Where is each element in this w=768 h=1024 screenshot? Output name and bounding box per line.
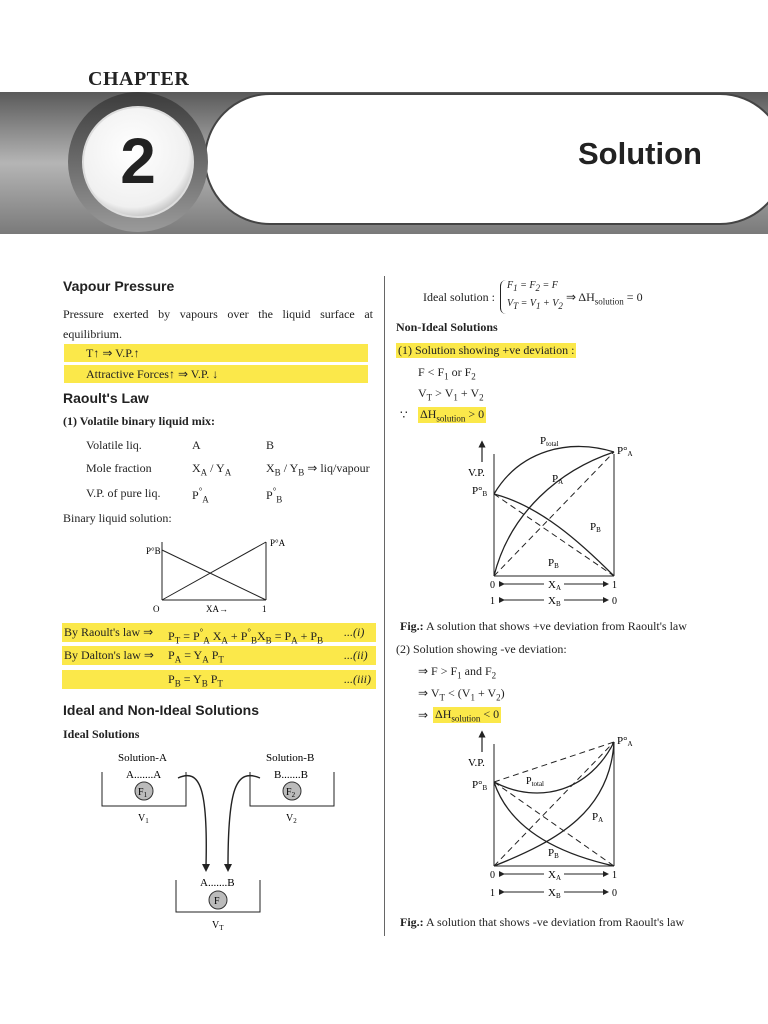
svg-text:V.P.: V.P. <box>468 467 485 479</box>
svg-text:P°A: P°A <box>617 445 633 458</box>
solution-b-label: Solution-B <box>266 752 315 764</box>
negative-condition-1: ⇒ $F > F_1$ and $F_2$ <box>418 664 497 681</box>
graph-label: P°A <box>270 538 286 548</box>
eq2-prefix: By Dalton's law ⇒ <box>64 648 154 662</box>
eq3-body: $P_B = Y_B$ $P_T$ <box>168 672 223 689</box>
fig-caption-text: A solution that shows -ve deviation from Raoult's law <box>426 915 685 929</box>
table-cell: B <box>266 438 275 452</box>
svg-text:P°B: P°B <box>472 485 488 498</box>
eq1-prefix: By Raoult's law ⇒ <box>64 625 154 639</box>
svg-text:PB: PB <box>548 847 559 860</box>
mix-arrow-b <box>228 776 260 866</box>
positive-condition-1: $F < F_1$ or $F_2$ <box>418 365 476 382</box>
svg-text:0: 0 <box>612 888 617 899</box>
mix-arrow-a <box>178 776 206 866</box>
vp-definition: Pressure exerted by vapours over the liquid surface at equilibrium. <box>63 307 373 341</box>
svg-text:XA: XA <box>548 579 562 592</box>
svg-text:Ptotal: Ptotal <box>540 435 559 448</box>
ideal-eq-1: $F_1 = F_2 = F$ <box>507 280 558 293</box>
graph-label: P°B <box>146 546 161 556</box>
fig-caption-text: A solution that shows +ve deviation from Raoult's law <box>426 619 687 633</box>
graph-label: O <box>153 604 160 614</box>
solution-a-label: Solution-A <box>118 752 167 764</box>
positive-deviation-title: (1) Solution showing +ve deviation : <box>398 343 575 357</box>
chapter-number: 2 <box>120 125 156 197</box>
because-symbol: ∵ <box>400 408 408 422</box>
vp-heading: Vapour Pressure <box>63 278 175 294</box>
eq3-number: ...(iii) <box>344 672 371 686</box>
ideal-mixing-diagram <box>90 748 350 932</box>
eq1-number: ...(i) <box>344 625 365 639</box>
positive-deviation-graph <box>460 432 650 610</box>
bb-label: B.......B <box>274 769 308 781</box>
positive-condition-3: $\Delta H_{solution} > 0$ <box>420 407 485 424</box>
raoult-subheading: (1) Volatile binary liquid mix: <box>63 414 216 428</box>
svg-text:F1: $F_1$ <box>138 787 148 799</box>
svg-text:F: F <box>214 896 220 907</box>
fig-label: Fig.: <box>400 915 424 929</box>
negative-deviation-graph <box>460 730 650 908</box>
fig-label: Fig.: <box>400 619 424 633</box>
vp-rule-1: T↑ ⇒ V.P.↑ <box>64 344 368 362</box>
ideal-solution-label: Ideal solution : <box>423 290 495 304</box>
eq2-body: $P_A = Y_A$ $P_T$ <box>168 648 224 665</box>
ideal-brace <box>500 280 507 314</box>
table-cell: $X_B / Y_B$ ⇒ liq/vapour <box>266 461 370 478</box>
svg-text:0: 0 <box>612 596 617 607</box>
svg-text:VT: $V_T$ <box>212 920 224 932</box>
svg-text:F2: $F_2$ <box>286 787 296 799</box>
svg-text:0: 0 <box>490 580 495 591</box>
eq1-body: $P_T = P^\circ_A$ $X_A + P^\circ_BX_B = P_A + P_B$ <box>168 627 324 646</box>
raoult-heading: Raoult's Law <box>63 390 149 406</box>
dalton-equation-row <box>62 646 376 665</box>
binary-label: Binary liquid solution: <box>63 511 172 525</box>
svg-text:XB: XB <box>548 595 561 608</box>
svg-text:PB: PB <box>590 521 601 534</box>
table-cell: $P^\circ_B$ <box>266 486 283 505</box>
graph-label: XA→ <box>206 604 228 614</box>
svg-text:1: 1 <box>612 870 617 881</box>
vp-rule-2: Attractive Forces↑ ⇒ V.P. ↓ <box>64 365 368 383</box>
ideal-result: ⇒ $\Delta H_{solution} = 0$ <box>566 290 643 307</box>
table-cell: $P^\circ_A$ <box>192 486 209 505</box>
svg-text:P°B: P°B <box>472 779 488 792</box>
svg-text:PB: PB <box>548 557 559 570</box>
svg-text:V2: $V_2$ <box>286 813 297 825</box>
svg-text:V1: $V_1$ <box>138 813 149 825</box>
ideal-nonideal-heading: Ideal and Non-Ideal Solutions <box>63 702 260 718</box>
negative-condition-2: ⇒ $V_T < (V_1 + V_2)$ <box>418 686 505 703</box>
svg-text:P°A: P°A <box>617 735 633 748</box>
table-cell: A <box>192 438 201 452</box>
eq2-number: ...(ii) <box>344 648 368 662</box>
aa-label: A.......A <box>126 769 162 781</box>
svg-text:1: 1 <box>490 888 495 899</box>
raoult-ideal-graph <box>140 532 300 616</box>
svg-text:PA: PA <box>552 473 564 486</box>
ideal-subheading: Ideal Solutions <box>63 727 140 741</box>
negative-deviation-title: (2) Solution showing -ve deviation: <box>396 642 567 656</box>
column-divider <box>384 276 385 936</box>
table-row-label: V.P. of pure liq. <box>86 486 161 500</box>
raoult-equation-row <box>62 623 376 646</box>
table-row-label: Volatile liq. <box>86 438 142 452</box>
table-row-label: Mole fraction <box>86 461 152 475</box>
svg-text:0: 0 <box>490 870 495 881</box>
svg-text:V.P.: V.P. <box>468 757 485 769</box>
ideal-eq-2: $V_T = V_1 + V_2$ <box>507 298 563 311</box>
svg-text:1: 1 <box>612 580 617 591</box>
nonideal-heading: Non-Ideal Solutions <box>396 320 498 334</box>
chapter-title: Solution <box>578 136 702 171</box>
implies-symbol: ⇒ <box>418 708 429 722</box>
chapter-label: CHAPTER <box>88 68 190 90</box>
ab-label: A.......B <box>200 877 235 889</box>
positive-condition-2: $V_T > V_1 + V_2$ <box>418 386 484 403</box>
svg-text:1: 1 <box>490 596 495 607</box>
negative-condition-3: $\Delta H_{solution} < 0$ <box>435 707 500 724</box>
table-cell: $X_A / Y_A$ <box>192 461 232 478</box>
svg-text:Ptotal: $P_{total}$ <box>526 776 545 788</box>
svg-text:XA: XA <box>548 869 562 882</box>
svg-text:PA: PA <box>592 811 604 824</box>
svg-text:XB: XB <box>548 887 561 900</box>
figure-1-caption <box>400 619 687 634</box>
figure-2-caption <box>400 915 684 930</box>
dalton-equation-row-2 <box>62 670 376 689</box>
graph-label: 1 <box>262 604 267 614</box>
